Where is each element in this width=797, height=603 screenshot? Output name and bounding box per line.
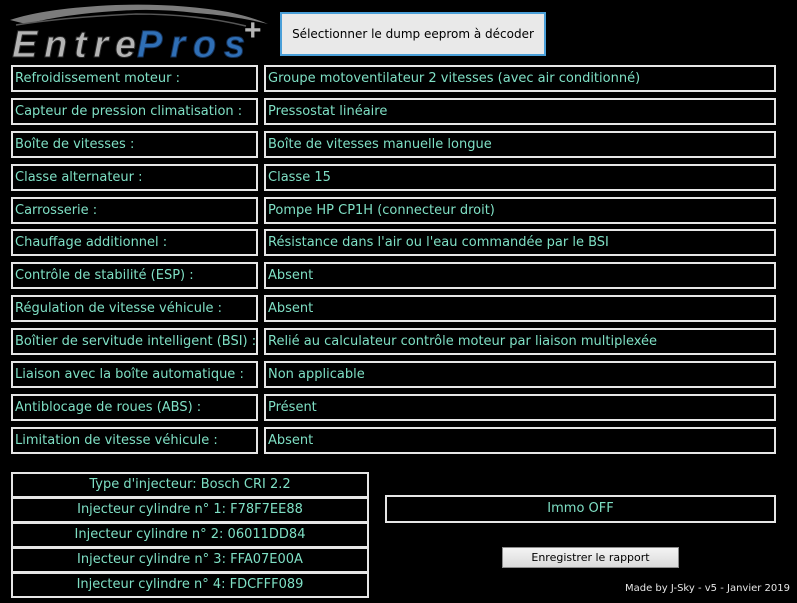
field-value[interactable]: Boîte de vitesses manuelle longue (264, 131, 776, 158)
injector-code-4[interactable]: Injecteur cylindre n° 4: FDCFFF089 (11, 572, 369, 598)
logo-text-pros: Pros (137, 24, 245, 64)
field-value[interactable]: Relié au calculateur contrôle moteur par liaison multiplexée (264, 328, 776, 355)
field-value[interactable]: Absent (264, 262, 776, 289)
field-value[interactable]: Classe 15 (264, 164, 776, 191)
field-label: Boîtier de servitude intelligent (BSI) : (11, 328, 258, 355)
select-dump-button[interactable]: Sélectionner le dump eeprom à décoder (280, 12, 546, 56)
field-label: Boîte de vitesses : (11, 131, 258, 158)
field-value[interactable]: Pompe HP CP1H (connecteur droit) (264, 197, 776, 224)
field-value[interactable]: Groupe motoventilateur 2 vitesses (avec air conditionné) (264, 65, 776, 92)
injector-code-1[interactable]: Injecteur cylindre n° 1: F78F7EE88 (11, 497, 369, 523)
field-label: Régulation de vitesse véhicule : (11, 295, 258, 322)
injector-type[interactable]: Type d'injecteur: Bosch CRI 2.2 (11, 472, 369, 498)
field-value[interactable]: Non applicable (264, 361, 776, 388)
footer-credit: Made by J-Sky - v5 - Janvier 2019 (625, 583, 790, 594)
entrepros-logo (6, 2, 272, 64)
field-label: Antiblocage de roues (ABS) : (11, 394, 258, 421)
field-value[interactable]: Pressostat linéaire (264, 98, 776, 125)
field-label: Limitation de vitesse véhicule : (11, 427, 258, 454)
injector-code-2[interactable]: Injecteur cylindre n° 2: 06011DD84 (11, 522, 369, 548)
field-label: Refroidissement moteur : (11, 65, 258, 92)
field-value[interactable]: Absent (264, 295, 776, 322)
field-label: Carrosserie : (11, 197, 258, 224)
logo-text-entre: Entre (12, 24, 136, 64)
field-label: Chauffage additionnel : (11, 229, 258, 256)
logo-plus: + (244, 14, 262, 47)
field-value[interactable]: Résistance dans l'air ou l'eau commandée par le BSI (264, 229, 776, 256)
field-value[interactable]: Présent (264, 394, 776, 421)
field-label: Liaison avec la boîte automatique : (11, 361, 258, 388)
injector-code-3[interactable]: Injecteur cylindre n° 3: FFA07E00A (11, 547, 369, 573)
field-value[interactable]: Absent (264, 427, 776, 454)
field-label: Capteur de pression climatisation : (11, 98, 258, 125)
field-label: Contrôle de stabilité (ESP) : (11, 262, 258, 289)
immo-status[interactable]: Immo OFF (385, 495, 776, 523)
field-label: Classe alternateur : (11, 164, 258, 191)
save-report-button[interactable]: Enregistrer le rapport (502, 547, 679, 568)
